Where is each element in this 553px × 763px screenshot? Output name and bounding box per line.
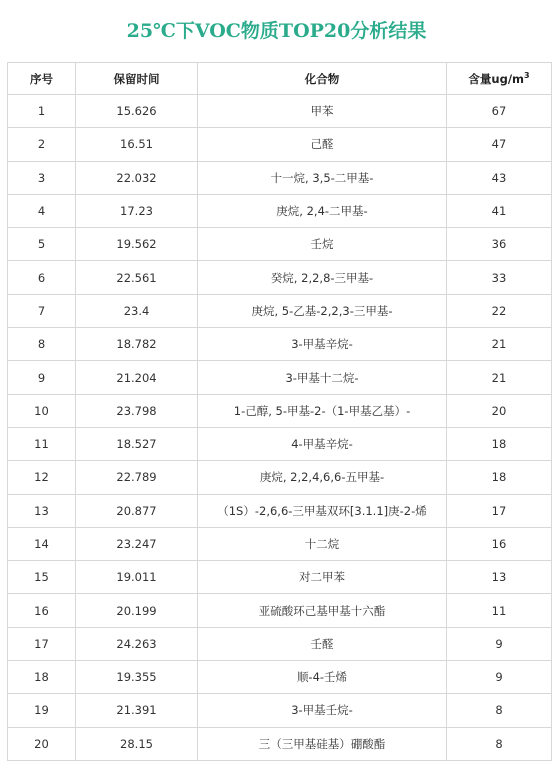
cell-index: 14 [8,527,76,560]
cell-compound: 顺-4-壬烯 [198,661,447,694]
cell-index: 5 [8,228,76,261]
cell-compound: 己醛 [198,128,447,161]
cell-content: 17 [447,494,552,527]
cell-content: 21 [447,361,552,394]
cell-index: 11 [8,427,76,460]
cell-content: 9 [447,661,552,694]
cell-retention-time: 21.391 [76,694,198,727]
cell-retention-time: 22.789 [76,461,198,494]
cell-index: 8 [8,328,76,361]
cell-index: 19 [8,694,76,727]
table-row [8,661,552,694]
cell-compound: 3-甲基十二烷- [198,361,447,394]
table-row [8,194,552,227]
cell-compound: 庚烷, 5-乙基-2,2,3-三甲基- [198,294,447,327]
cell-compound: 1-己醇, 5-甲基-2-（1-甲基乙基）- [198,394,447,427]
header-retention-time: 保留时间 [76,63,198,95]
table-row [8,261,552,294]
cell-index: 10 [8,394,76,427]
cell-index: 2 [8,128,76,161]
header-content-sup: 3 [524,70,530,80]
cell-index: 18 [8,661,76,694]
cell-retention-time: 19.562 [76,228,198,261]
cell-content: 11 [447,594,552,627]
cell-index: 4 [8,194,76,227]
cell-compound: （1S）-2,6,6-三甲基双环[3.1.1]庚-2-烯 [198,494,447,527]
cell-retention-time: 23.798 [76,394,198,427]
cell-content: 18 [447,461,552,494]
cell-index: 17 [8,627,76,660]
cell-retention-time: 20.877 [76,494,198,527]
cell-index: 1 [8,95,76,128]
cell-retention-time: 22.561 [76,261,198,294]
voc-results-table [7,62,552,761]
cell-index: 15 [8,561,76,594]
table-row [8,361,552,394]
cell-index: 3 [8,161,76,194]
cell-retention-time: 18.527 [76,427,198,460]
cell-retention-time: 15.626 [76,95,198,128]
cell-content: 16 [447,527,552,560]
table-row [8,228,552,261]
table-row [8,427,552,460]
cell-compound: 甲苯 [198,95,447,128]
cell-retention-time: 23.247 [76,527,198,560]
table-header-row [8,63,552,95]
table-row [8,461,552,494]
table-row [8,128,552,161]
page-title: 25℃下VOC物质TOP20分析结果 [126,20,427,42]
cell-compound: 壬烷 [198,228,447,261]
cell-retention-time: 19.355 [76,661,198,694]
cell-compound: 十一烷, 3,5-二甲基- [198,161,447,194]
cell-content: 20 [447,394,552,427]
cell-compound: 壬醛 [198,627,447,660]
cell-index: 12 [8,461,76,494]
table-row [8,294,552,327]
cell-compound: 3-甲基壬烷- [198,694,447,727]
cell-content: 13 [447,561,552,594]
cell-compound: 4-甲基辛烷- [198,427,447,460]
cell-compound: 三（三甲基硅基）硼酸酯 [198,727,447,760]
cell-retention-time: 28.15 [76,727,198,760]
cell-content: 9 [447,627,552,660]
cell-retention-time: 18.782 [76,328,198,361]
cell-content: 18 [447,427,552,460]
cell-compound: 癸烷, 2,2,8-三甲基- [198,261,447,294]
table-row [8,594,552,627]
cell-index: 20 [8,727,76,760]
table-row [8,694,552,727]
table-row [8,328,552,361]
cell-content: 43 [447,161,552,194]
cell-content: 67 [447,95,552,128]
cell-content: 47 [447,128,552,161]
cell-content: 8 [447,694,552,727]
header-content [447,63,552,95]
table-row [8,394,552,427]
header-index: 序号 [8,63,76,95]
table-body [8,95,552,761]
cell-content: 41 [447,194,552,227]
cell-retention-time: 16.51 [76,128,198,161]
cell-index: 9 [8,361,76,394]
cell-compound: 十二烷 [198,527,447,560]
cell-compound: 对二甲苯 [198,561,447,594]
table-row [8,727,552,760]
table-row [8,527,552,560]
cell-index: 13 [8,494,76,527]
table-row [8,561,552,594]
cell-compound: 庚烷, 2,4-二甲基- [198,194,447,227]
cell-retention-time: 22.032 [76,161,198,194]
cell-content: 36 [447,228,552,261]
cell-content: 33 [447,261,552,294]
cell-content: 8 [447,727,552,760]
cell-compound: 3-甲基辛烷- [198,328,447,361]
cell-retention-time: 20.199 [76,594,198,627]
cell-retention-time: 17.23 [76,194,198,227]
table-row [8,95,552,128]
cell-retention-time: 23.4 [76,294,198,327]
cell-index: 6 [8,261,76,294]
cell-index: 16 [8,594,76,627]
table-row [8,494,552,527]
table-row [8,161,552,194]
cell-content: 22 [447,294,552,327]
cell-compound: 庚烷, 2,2,4,6,6-五甲基- [198,461,447,494]
table-row [8,627,552,660]
header-compound: 化合物 [198,63,447,95]
header-content-label: 含量ug/m [468,71,525,86]
cell-retention-time: 19.011 [76,561,198,594]
cell-index: 7 [8,294,76,327]
cell-compound: 亚硫酸环己基甲基十六酯 [198,594,447,627]
cell-content: 21 [447,328,552,361]
cell-retention-time: 24.263 [76,627,198,660]
cell-retention-time: 21.204 [76,361,198,394]
